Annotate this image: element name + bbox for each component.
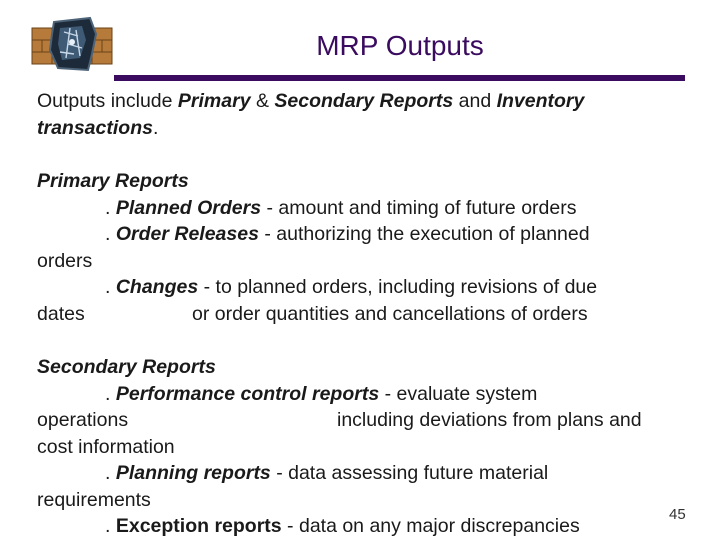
primary-item-order-releases-wrap: orders: [37, 249, 93, 272]
primary-reports-heading: Primary Reports: [37, 170, 189, 192]
brick-wall-logo-icon: [30, 14, 114, 74]
primary-item-order-releases: . Order Releases - authorizing the execution of planned: [105, 223, 590, 245]
secondary-item-performance-control-wrap: operations including deviations from plans and: [37, 409, 642, 431]
primary-item-changes: . Changes - to planned orders, including revisions of due: [105, 276, 598, 298]
secondary-item-planning-reports-wrap: requirements: [37, 488, 151, 511]
secondary-item-exception-reports: . Exception reports - data on any major discrepancies: [105, 515, 580, 537]
slide-body: [37, 88, 697, 540]
secondary-item-planning-reports: . Planning reports - data assessing future material: [105, 462, 549, 484]
slide-title: MRP Outputs: [316, 30, 484, 61]
primary-item-planned-orders: . Planned Orders - amount and timing of future orders: [105, 196, 577, 219]
secondary-item-performance-control: . Performance control reports - evaluate system: [105, 382, 538, 405]
title-divider: [114, 75, 685, 81]
primary-item-changes-wrap: dates or order quantities and cancellations of orders: [37, 302, 588, 325]
secondary-item-performance-control-wrap-2: cost information: [37, 435, 175, 458]
intro-paragraph: Outputs include Primary & Secondary Reports and Inventory transactions.: [37, 90, 585, 139]
page-number: 45: [669, 506, 686, 523]
secondary-reports-heading: Secondary Reports: [37, 356, 216, 378]
